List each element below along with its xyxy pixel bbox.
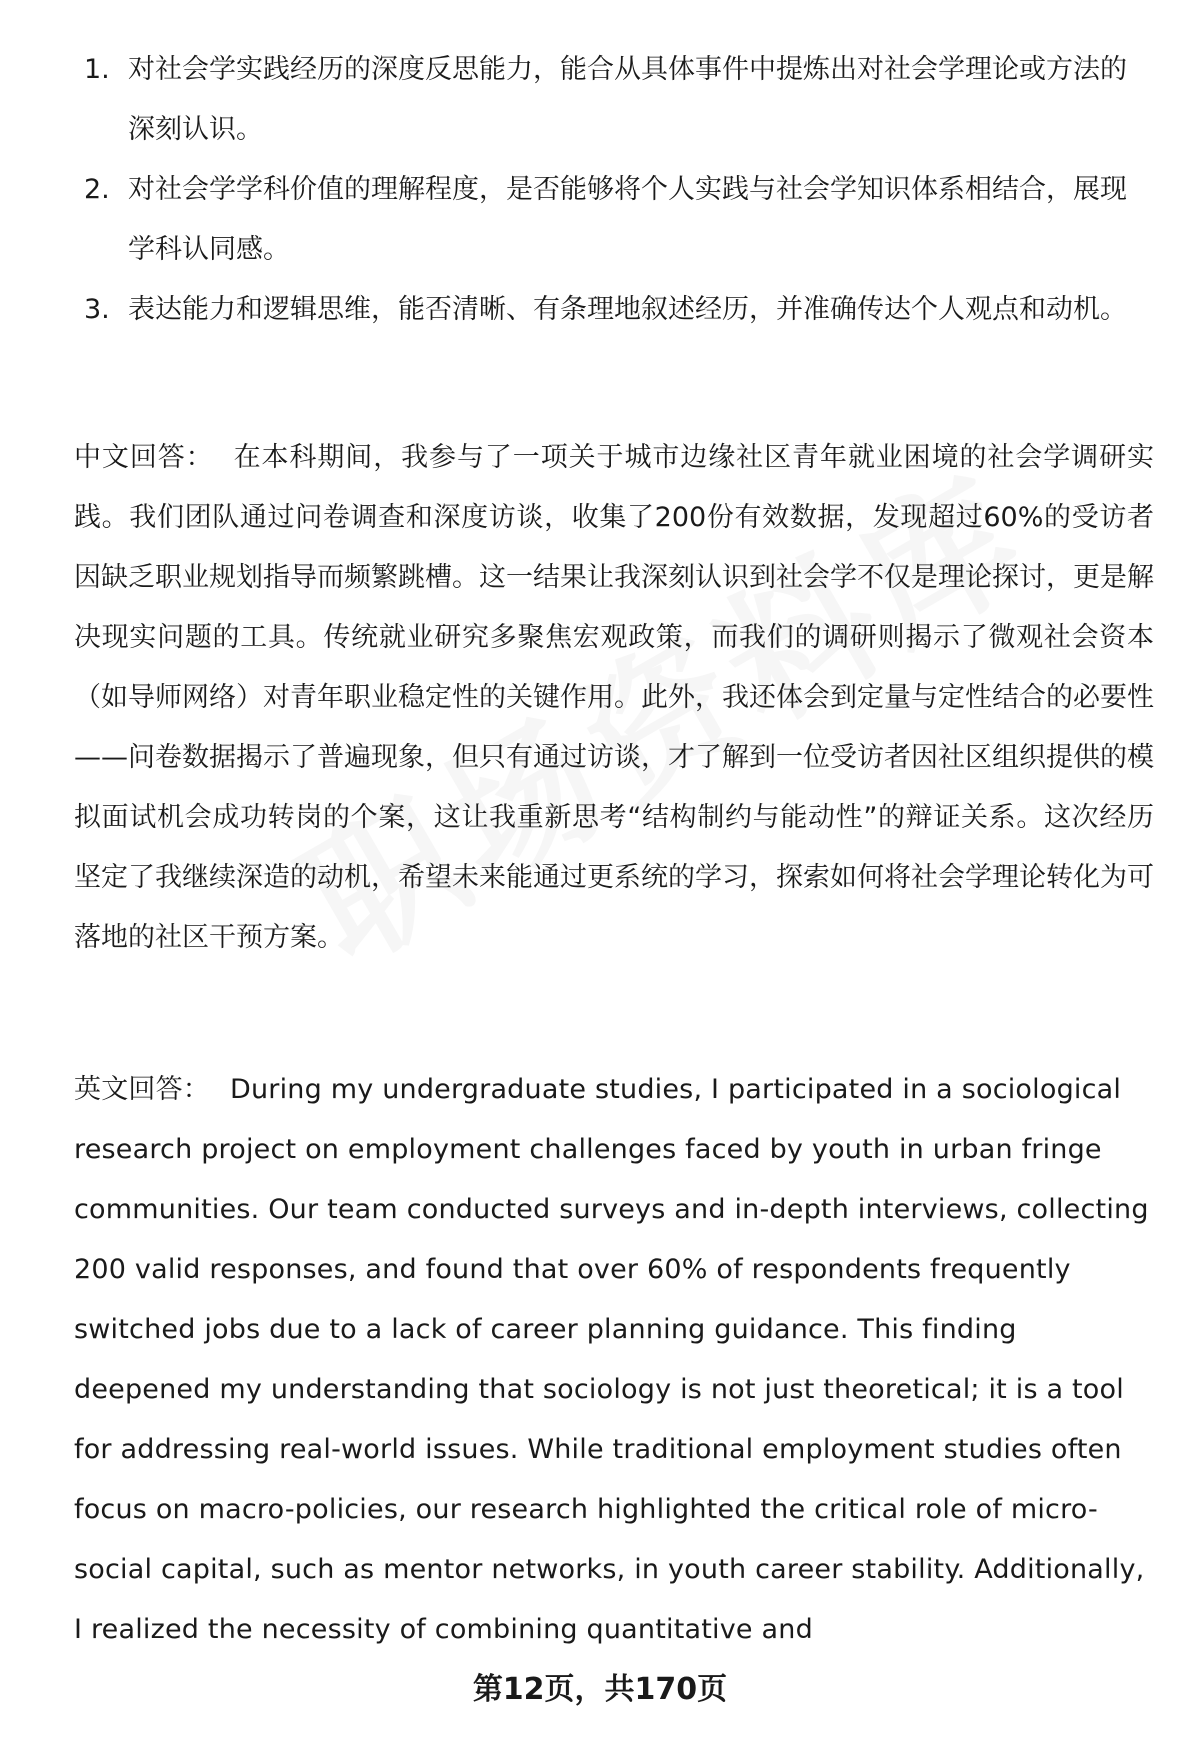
- criteria-text: 表达能力和逻辑思维，能否清晰、有条理地叙述经历，并准确传达个人观点和动机。: [128, 294, 1127, 325]
- criteria-item: [72, 40, 1142, 160]
- criteria-number: 3.: [84, 294, 110, 325]
- criteria-item: [72, 160, 1142, 280]
- criteria-text: 对社会学实践经历的深度反思能力，能合从具体事件中提炼出对社会学理论或方法的深刻认识。: [128, 54, 1127, 145]
- page-number-footer: 第12页，共170页: [472, 1672, 728, 1707]
- chinese-answer-paragraph: [74, 428, 1154, 968]
- criteria-item: [72, 280, 1142, 340]
- english-answer-paragraph: [74, 1060, 1154, 1660]
- english-answer-label: 英文回答：: [74, 1074, 210, 1105]
- chinese-answer-text: 在本科期间，我参与了一项关于城市边缘社区青年就业困境的社会学调研实践。我们团队通过问卷调查和深度访谈，收集了200份有效数据，发现超过60%的受访者因缺乏职业规划指导而频繁跳槽。这一结果让我深刻认识到社会学不仅是理论探讨，更是解决现实问题的工具。传统就业研究多聚焦宏观政策，而我们的调研则揭示了微观社会资本（如导师网络）对青年职业稳定性的关键作用。此外，我还体会到定量与定性结合的必要性——问卷数据揭示了普遍现象，但只有通过访谈，才了解到一位受访者因社区组织提供的模拟面试机会成功转岗的个案，这让我重新思考“结构制约与能动性”的辩证关系。这次经历坚定了我继续深造的动机，希望未来能通过更系统的学习，探索如何将社会学理论转化为可落地的社区干预方案。: [74, 442, 1155, 953]
- criteria-number: 1.: [84, 54, 110, 85]
- english-answer-text: During my undergraduate studies, I participated in a sociological research project on employment challenges faced by youth in urban fringe communities. Our team conducted surveys and in-depth interviews, collecting 200 valid responses, and found that over 60% of respondents frequently switched jobs due to a lack of career planning guidance. This finding deepened my understanding that sociology is not just theoretical; it is a tool for addressing real-world issues. While traditional employment studies often focus on macro-policies, our research highlighted the critical role of micro-social capital, such as mentor networks, in youth career stability. Additionally, I realized the necessity of combining quantitative and: [74, 1074, 1149, 1645]
- criteria-text: 对社会学学科价值的理解程度，是否能够将个人实践与社会学知识体系相结合，展现学科认同感。: [128, 174, 1127, 265]
- chinese-answer-label: 中文回答：: [74, 442, 214, 473]
- evaluation-criteria-list: [72, 40, 1142, 340]
- criteria-number: 2.: [84, 174, 110, 205]
